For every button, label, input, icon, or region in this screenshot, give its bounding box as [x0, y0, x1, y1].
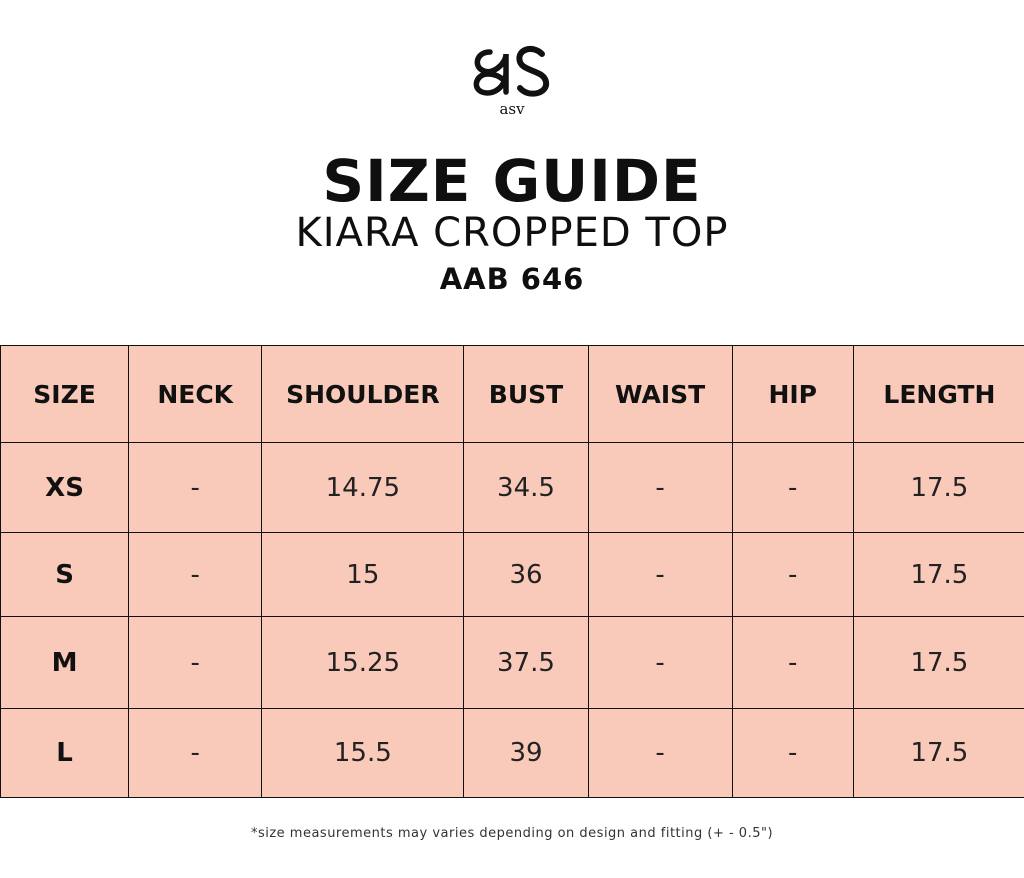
bust-cell: 34.5: [464, 443, 588, 533]
neck-cell: -: [129, 533, 262, 617]
column-header-neck: NECK: [129, 346, 262, 443]
length-cell: 17.5: [853, 533, 1024, 617]
brand-logo: [462, 30, 562, 120]
shoulder-cell: 15.5: [262, 708, 464, 797]
shoulder-cell: 15: [262, 533, 464, 617]
waist-cell: -: [588, 443, 732, 533]
length-cell: 17.5: [853, 443, 1024, 533]
size-cell: M: [1, 617, 129, 708]
neck-cell: -: [129, 708, 262, 797]
column-header-waist: WAIST: [588, 346, 732, 443]
length-cell: 17.5: [853, 617, 1024, 708]
table-row: [1, 617, 1024, 708]
measurement-footnote: *size measurements may varies depending on design and fitting (+ - 0.5"): [250, 826, 774, 841]
column-header-length: LENGTH: [853, 346, 1024, 443]
product-name: KIARA CROPPED TOP: [295, 210, 729, 256]
size-cell: L: [1, 708, 129, 797]
neck-cell: -: [129, 617, 262, 708]
table-row: [1, 443, 1024, 533]
waist-cell: -: [588, 533, 732, 617]
hip-cell: -: [732, 443, 853, 533]
waist-cell: -: [588, 617, 732, 708]
waist-cell: -: [588, 708, 732, 797]
column-header-hip: HIP: [732, 346, 853, 443]
size-cell: XS: [1, 443, 129, 533]
table-row: [1, 708, 1024, 797]
brand-logo-text: asv: [499, 100, 525, 118]
hip-cell: -: [732, 708, 853, 797]
table-header-row: [1, 346, 1024, 443]
bust-cell: 36: [464, 533, 588, 617]
column-header-shoulder: SHOULDER: [262, 346, 464, 443]
bust-cell: 37.5: [464, 617, 588, 708]
product-code: AAB 646: [439, 262, 585, 296]
shoulder-cell: 14.75: [262, 443, 464, 533]
hip-cell: -: [732, 533, 853, 617]
neck-cell: -: [129, 443, 262, 533]
size-cell: S: [1, 533, 129, 617]
column-header-bust: BUST: [464, 346, 588, 443]
bust-cell: 39: [464, 708, 588, 797]
hip-cell: -: [732, 617, 853, 708]
size-chart-table: [0, 345, 1024, 798]
brand-monogram-icon: [462, 30, 562, 120]
table-row: [1, 533, 1024, 617]
page-title: SIZE GUIDE: [322, 147, 702, 215]
column-header-size: SIZE: [1, 346, 129, 443]
length-cell: 17.5: [853, 708, 1024, 797]
shoulder-cell: 15.25: [262, 617, 464, 708]
